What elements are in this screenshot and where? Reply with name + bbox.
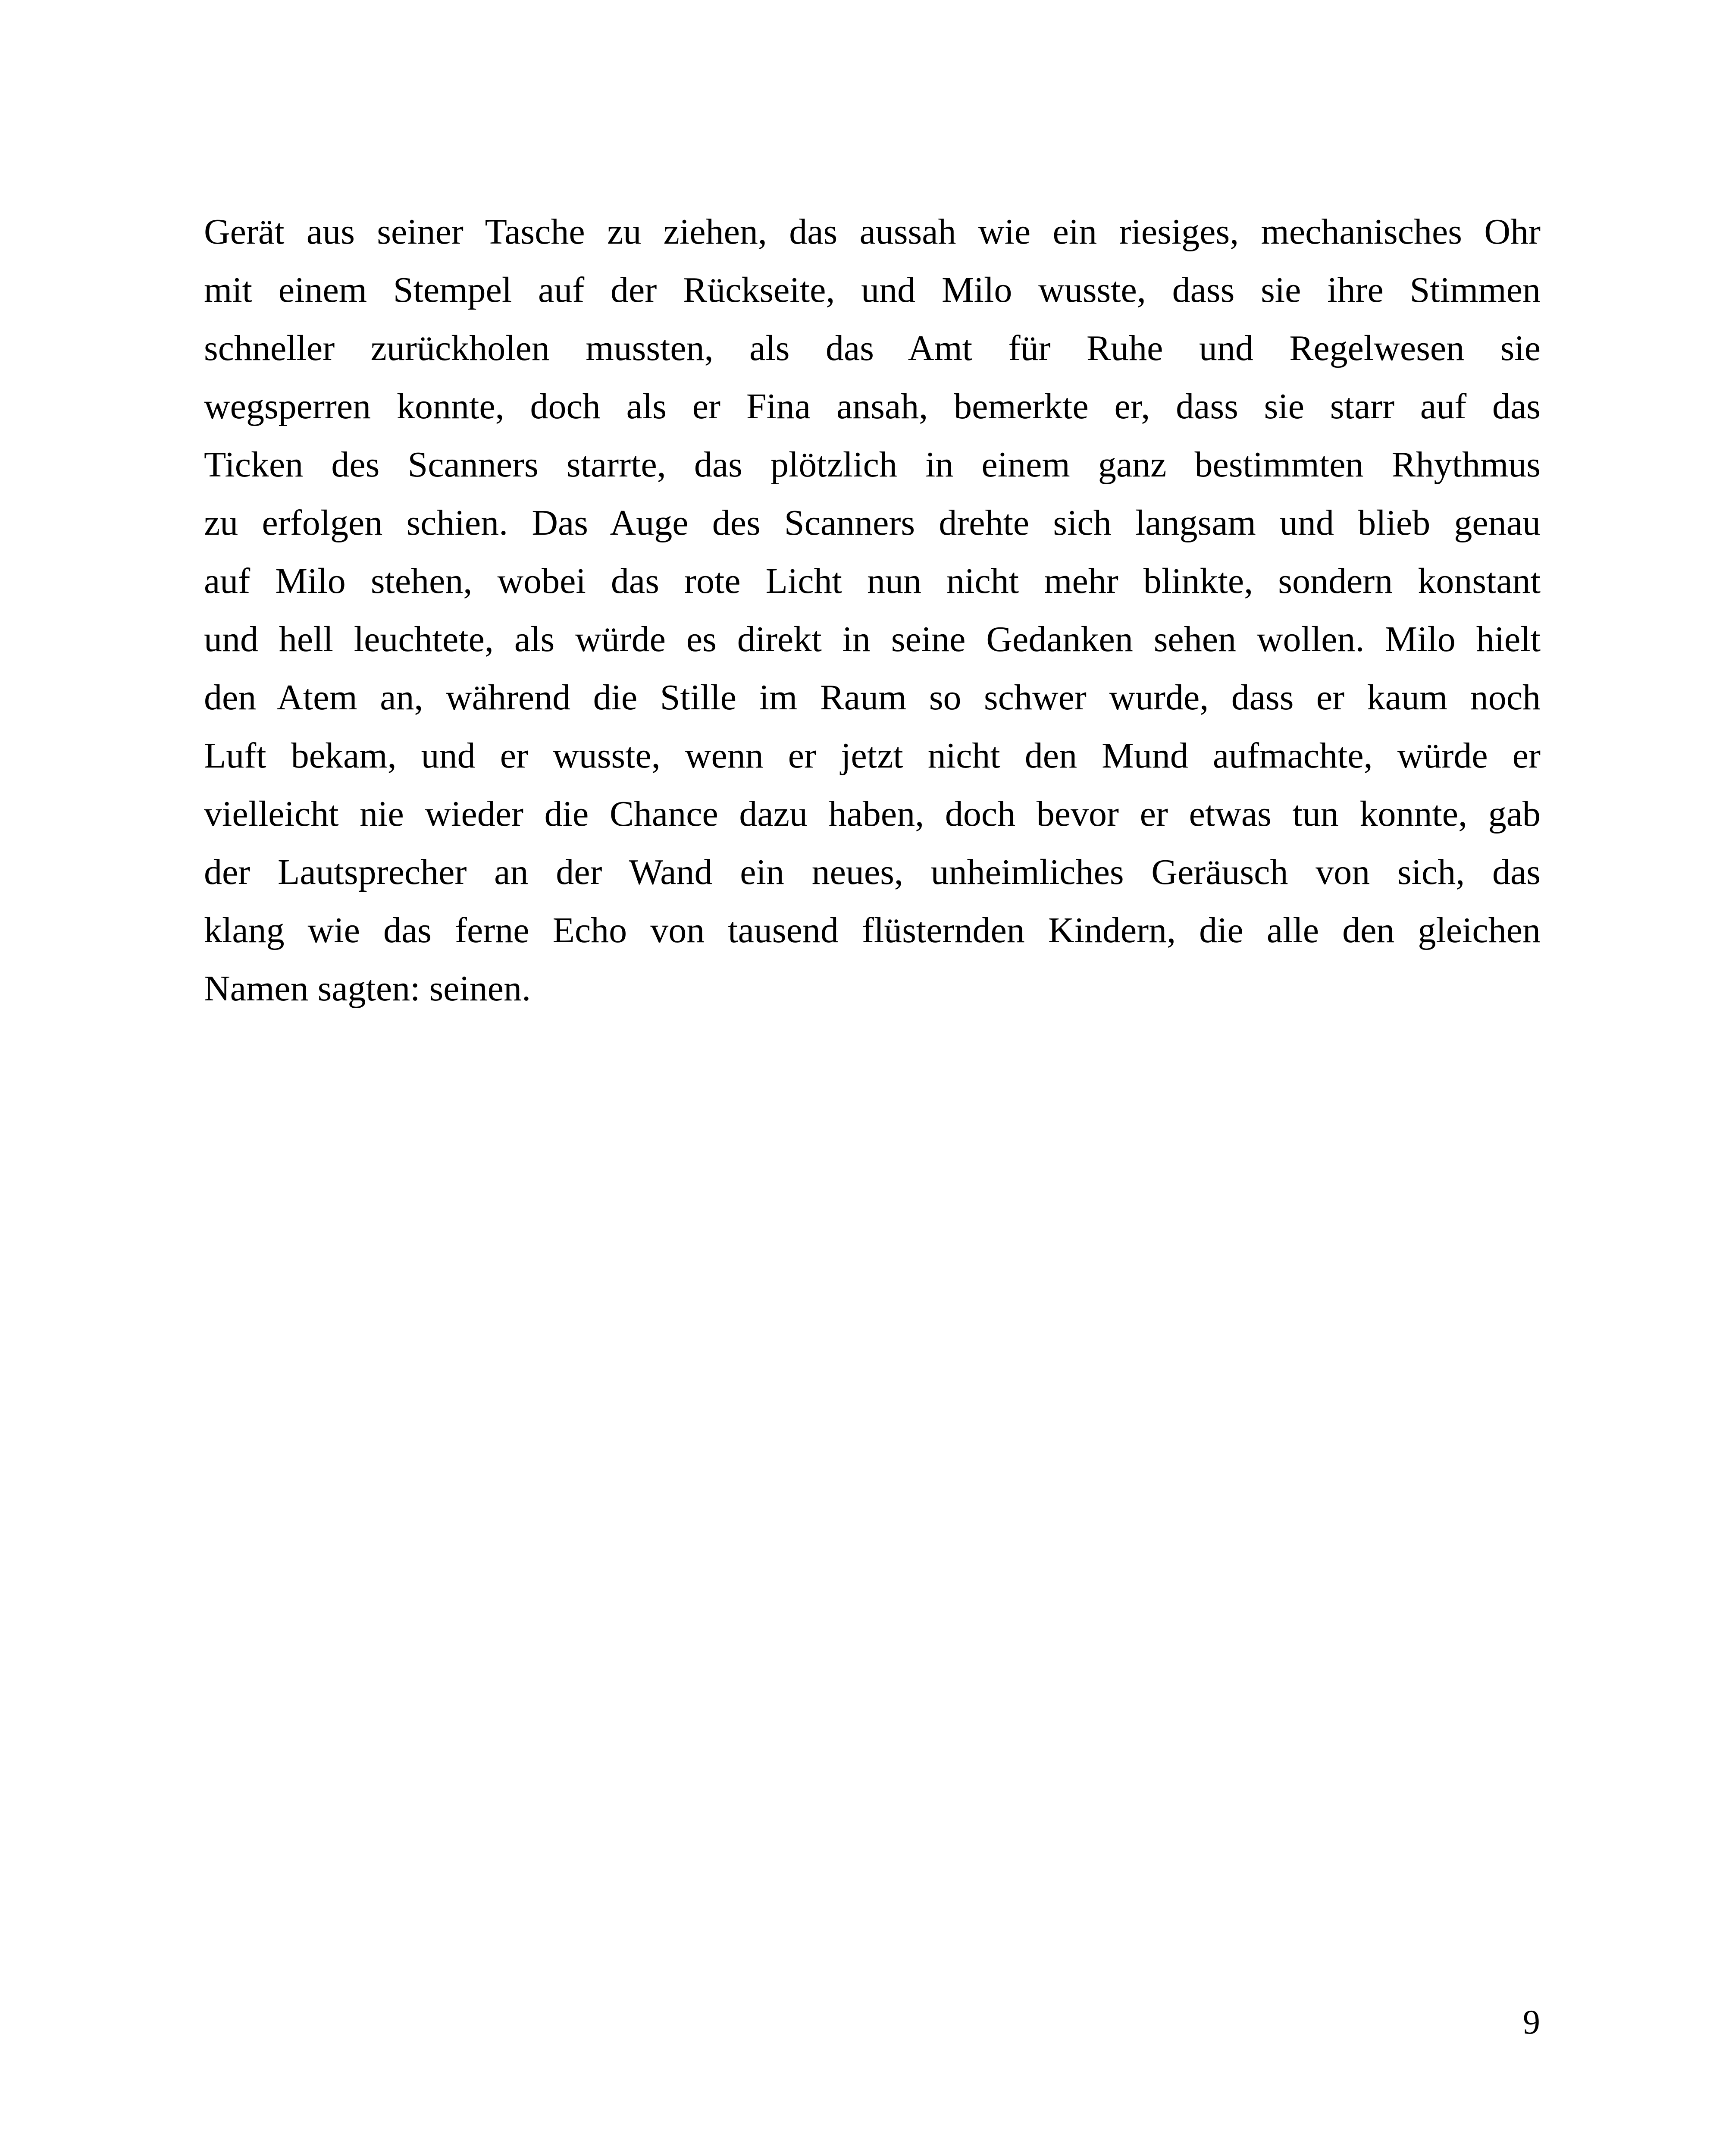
text-line: Namen sagten: seinen. [204, 968, 531, 1009]
text-line: mit einem Stempel auf der Rückseite, und Milo wusste, dass sie ihre Stimmen [204, 270, 1541, 310]
text-line: wegsperren konnte, doch als er Fina ansah, bemerkte er, dass sie starr auf das [204, 386, 1541, 426]
page-number: 9 [1523, 2003, 1540, 2041]
text-line: vielleicht nie wieder die Chance dazu haben, doch bevor er etwas tun konnte, gab [204, 794, 1541, 834]
text-line: zu erfolgen schien. Das Auge des Scanners drehte sich langsam und blieb genau [204, 503, 1541, 543]
text-line: und hell leuchtete, als würde es direkt in seine Gedanken sehen wollen. Milo hielt [204, 619, 1541, 659]
text-line: den Atem an, während die Stille im Raum so schwer wurde, dass er kaum noch [204, 677, 1541, 718]
text-line: Gerät aus seiner Tasche zu ziehen, das aussah wie ein riesiges, mechanisches Ohr [204, 212, 1541, 252]
text-line: auf Milo stehen, wobei das rote Licht nun nicht mehr blinkte, sondern konstant [204, 561, 1541, 601]
text-line: der Lautsprecher an der Wand ein neues, unheimliches Geräusch von sich, das [204, 852, 1541, 892]
text-line: Ticken des Scanners starrte, das plötzlich in einem ganz bestimmten Rhythmus [204, 445, 1541, 485]
body-paragraph [204, 203, 1541, 1018]
text-line: Luft bekam, und er wusste, wenn er jetzt nicht den Mund aufmachte, würde er [204, 736, 1541, 776]
text-line: schneller zurückholen mussten, als das Amt für Ruhe und Regelwesen sie [204, 328, 1541, 368]
text-line: klang wie das ferne Echo von tausend flüsternden Kindern, die alle den gleichen [204, 910, 1541, 950]
